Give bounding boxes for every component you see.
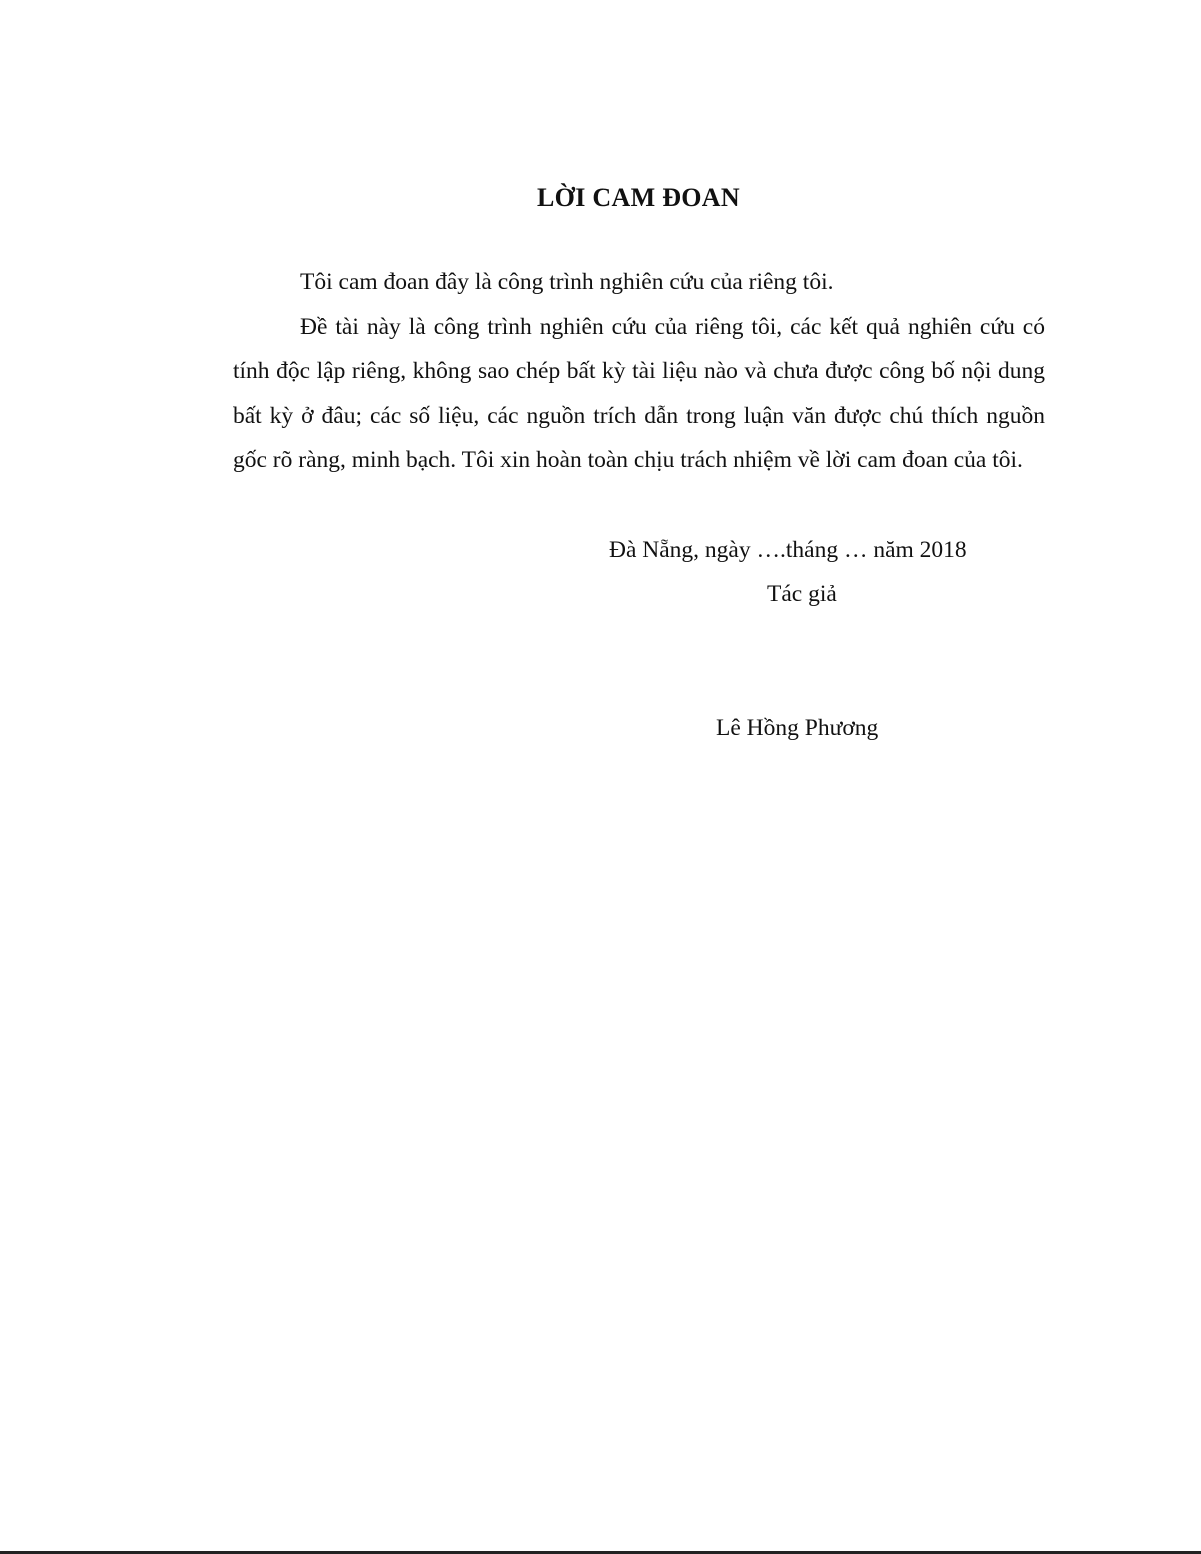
signature-name: Lê Hồng Phương	[716, 715, 879, 741]
signature-place-date: Đà Nẵng, ngày ….tháng … năm 2018	[609, 537, 967, 563]
signature-role: Tác giả	[767, 581, 837, 607]
paragraph-2: Đề tài này là công trình nghiên cứu của riêng tôi, các kết quả nghiên cứu có tính độc lập riêng, không sao chép bất kỳ tài liệu nào và chưa được công bố nội dung bất kỳ ở đâu; các số liệu, các nguồn trích dẫn trong luận văn được chú thích nguồn gốc rõ ràng, minh bạch. Tôi xin hoàn toàn chịu trách nhiệm về lời cam đoan của tôi.	[233, 313, 1045, 473]
declaration-body	[233, 260, 1045, 483]
paragraph-1: Tôi cam đoan đây là công trình nghiên cứu của riêng tôi.	[300, 269, 834, 295]
page-title: LỜI CAM ĐOAN	[537, 183, 740, 212]
